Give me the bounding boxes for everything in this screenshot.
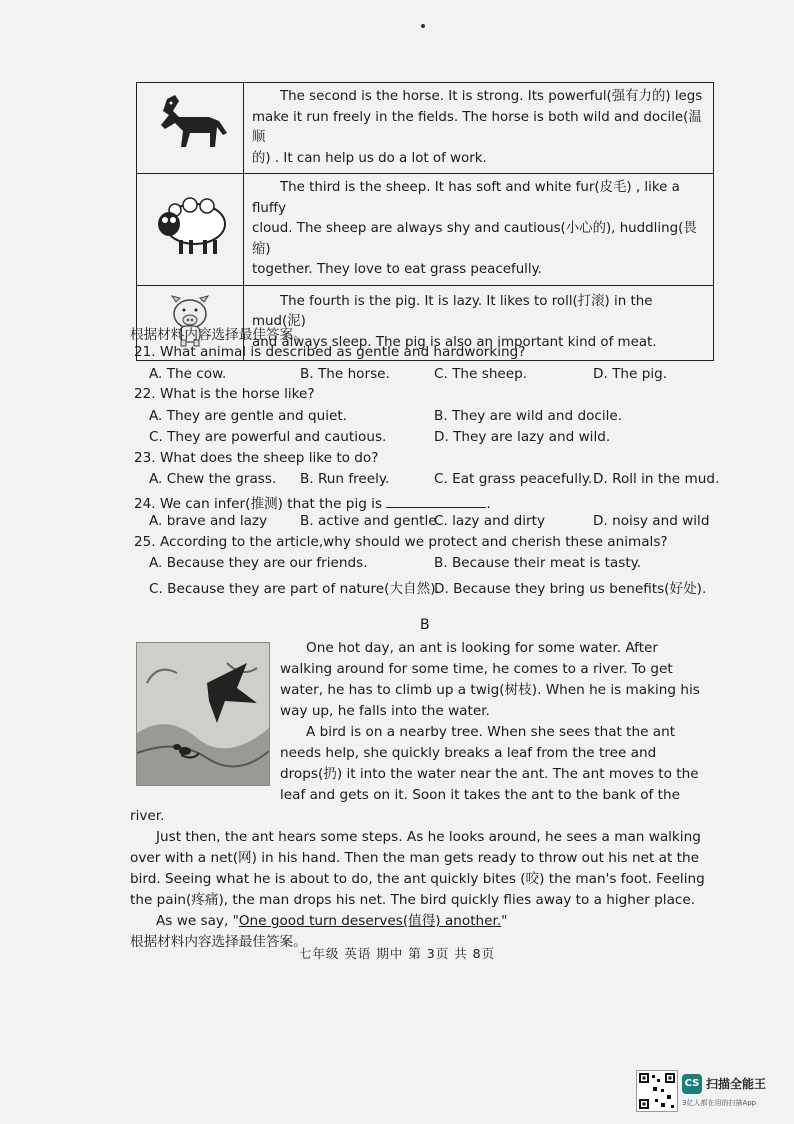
section-b-title: B bbox=[420, 617, 430, 633]
q22-option-d[interactable]: D. They are lazy and wild. bbox=[434, 429, 611, 445]
question-25: 25. According to the article,why should we protect and cherish these animals? bbox=[134, 534, 668, 550]
paragraph-4 bbox=[130, 911, 712, 932]
question-24-text: 24. We can infer(推测) that the pig is bbox=[134, 496, 387, 512]
q25-option-b[interactable]: B. Because their meat is tasty. bbox=[434, 555, 642, 571]
animal-table bbox=[136, 82, 714, 361]
q23-option-b[interactable]: B. Run freely. bbox=[300, 471, 390, 487]
horse-line-1: The second is the horse. It is strong. Its powerful(强有力的) legs bbox=[280, 89, 703, 104]
instruction-a: 根据材料内容选择最佳答案。 bbox=[130, 327, 307, 343]
q21-option-d[interactable]: D. The pig. bbox=[593, 366, 668, 382]
q22-option-a[interactable]: A. They are gentle and quiet. bbox=[149, 408, 347, 424]
camscanner-tagline: 3亿人都在用的扫描App bbox=[682, 1099, 757, 1107]
scanner-watermark bbox=[636, 1070, 786, 1114]
horse-line-3: 的) . It can help us do a lot of work. bbox=[252, 150, 487, 166]
q22-option-b[interactable]: B. They are wild and docile. bbox=[434, 408, 623, 424]
horse-row bbox=[137, 83, 714, 174]
sheep-row bbox=[137, 174, 714, 286]
q23-option-a[interactable]: A. Chew the grass. bbox=[149, 471, 277, 487]
q25-option-a[interactable]: A. Because they are our friends. bbox=[149, 555, 368, 571]
paragraph-2: A bird is on a nearby tree. When she sees that the ant needs help, she quickly breaks a leaf from the tree and drops(扔) it into the water near the ant. The ant moves to the leaf and gets on it. Soon it takes the ant to the bank of the river. bbox=[130, 724, 699, 824]
q24-option-b[interactable]: B. active and gentle bbox=[300, 513, 437, 529]
horse-icon bbox=[145, 91, 235, 161]
q21-option-c[interactable]: C. The sheep. bbox=[434, 366, 528, 382]
q23-option-c[interactable]: C. Eat grass peacefully. bbox=[434, 471, 593, 487]
q24-option-c[interactable]: C. lazy and dirty bbox=[434, 513, 546, 529]
q21-option-b[interactable]: B. The horse. bbox=[300, 366, 390, 382]
passage-b bbox=[130, 638, 712, 953]
qr-code-icon bbox=[636, 1070, 678, 1112]
instruction-b: 根据材料内容选择最佳答案。 bbox=[130, 934, 307, 950]
pig-line-2: and always sleep. The pig is also an important kind of meat. bbox=[252, 334, 657, 350]
answer-blank[interactable] bbox=[386, 495, 486, 508]
horse-text-cell bbox=[244, 83, 714, 174]
q25-option-d[interactable]: D. Because they bring us benefits(好处). bbox=[434, 581, 707, 597]
proverb-quote: One good turn deserves(值得) another. bbox=[238, 913, 502, 929]
q23-option-d[interactable]: D. Roll in the mud. bbox=[593, 471, 720, 487]
sheep-picture-cell bbox=[137, 174, 244, 286]
q22-option-c[interactable]: C. They are powerful and cautious. bbox=[149, 429, 387, 445]
paragraph-4-lead: As we say, " bbox=[156, 913, 239, 929]
pig-line-1: The fourth is the pig. It is lazy. It likes to roll(打滚) in the mud(泥) bbox=[252, 293, 653, 330]
paragraph-3: Just then, the ant hears some steps. As he looks around, he sees a man walking over with a net(网) in his hand. Then the man gets ready to throw out his net at the bird. Seeing what he is about to do, the ant quickly bites (咬) the man's foot. Feeling the pain(疼痛), the man drops his net. The bird quickly flies away to a higher place. bbox=[130, 829, 705, 908]
bird-and-ant-icon bbox=[137, 643, 269, 785]
sheep-line-3: together. They love to eat grass peacefully. bbox=[252, 262, 542, 277]
paragraph-1: One hot day, an ant is looking for some water. After walking around for some time, he comes to a river. To get water, he has to climb up a twig(树枝). When he is making his way up, he falls into the water. bbox=[280, 640, 700, 719]
camscanner-logo: CS bbox=[682, 1074, 702, 1094]
horse-picture-cell bbox=[137, 83, 244, 174]
paragraph-4-close: " bbox=[501, 913, 508, 929]
q24-option-a[interactable]: A. brave and lazy bbox=[149, 513, 268, 529]
question-24 bbox=[134, 492, 491, 512]
question-24-end: . bbox=[486, 496, 491, 512]
q21-option-a[interactable]: A. The cow. bbox=[149, 366, 227, 382]
camscanner-name: 扫描全能王 bbox=[706, 1077, 767, 1091]
sheep-icon bbox=[145, 192, 235, 262]
question-23: 23. What does the sheep like to do? bbox=[134, 450, 379, 466]
sheep-line-2: cloud. The sheep are always shy and cautious(小心的), huddling(畏缩) bbox=[252, 221, 697, 257]
sheep-line-1: The third is the sheep. It has soft and white fur(皮毛) , like a fluffy bbox=[252, 180, 680, 216]
page-dot bbox=[421, 24, 425, 28]
q24-option-d[interactable]: D. noisy and wild bbox=[593, 513, 710, 529]
question-22: 22. What is the horse like? bbox=[134, 386, 315, 402]
q25-option-c[interactable]: C. Because they are part of nature(大自然). bbox=[149, 581, 440, 597]
question-21: 21. What animal is described as gentle and hardworking? bbox=[134, 344, 526, 360]
horse-line-2: make it run freely in the fields. The horse is both wild and docile(温顺 bbox=[252, 109, 702, 145]
sheep-text-cell bbox=[244, 174, 714, 286]
page-footer: 七年级 英语 期中 第 3页 共 8页 bbox=[298, 946, 496, 961]
ant-bird-illustration bbox=[136, 642, 270, 786]
